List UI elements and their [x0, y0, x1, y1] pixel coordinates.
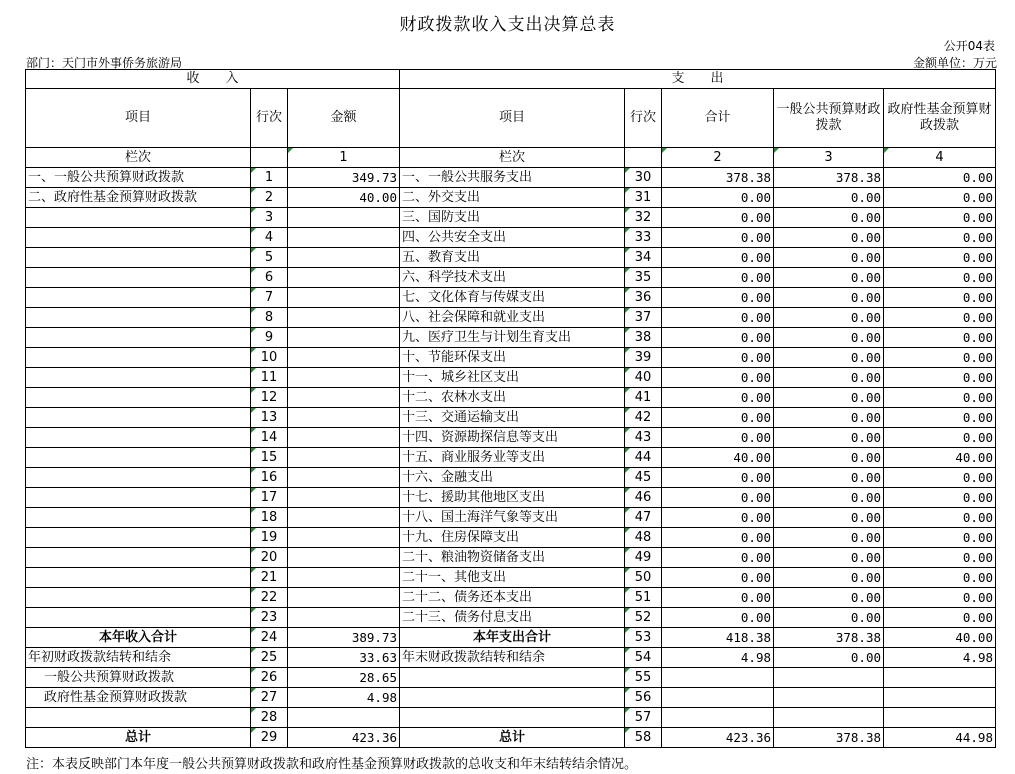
- income-item-cell: [26, 248, 251, 268]
- expense-total-cell: 378.38: [662, 168, 774, 188]
- table-row: [26, 188, 996, 208]
- expense-line-cell: 40: [625, 368, 662, 388]
- expense-fund-cell: 0.00: [884, 348, 996, 368]
- income-amount-cell: 4.98: [288, 688, 400, 708]
- expense-fund-cell: [884, 708, 996, 728]
- expense-general-cell: 0.00: [774, 248, 884, 268]
- income-line-cell: 21: [251, 568, 288, 588]
- expense-line-cell: 49: [625, 548, 662, 568]
- income-item-cell: 年初财政拨款结转和结余: [26, 648, 251, 668]
- expense-line-cell: 51: [625, 588, 662, 608]
- income-amount-cell: [288, 208, 400, 228]
- table-row: [26, 548, 996, 568]
- table-row: [26, 508, 996, 528]
- expense-line-cell: 32: [625, 208, 662, 228]
- income-line-cell: 6: [251, 268, 288, 288]
- expense-item-cell: 三、国防支出: [400, 208, 625, 228]
- income-amount-cell: [288, 328, 400, 348]
- expense-total-cell: 0.00: [662, 568, 774, 588]
- expense-fund-cell: 0.00: [884, 428, 996, 448]
- expense-general-cell: 0.00: [774, 268, 884, 288]
- expense-total-cell: 0.00: [662, 468, 774, 488]
- income-item-cell: [26, 408, 251, 428]
- income-item-cell: 一般公共预算财政拨款: [26, 668, 251, 688]
- expense-total-cell: 0.00: [662, 308, 774, 328]
- expense-fund-cell: 0.00: [884, 208, 996, 228]
- expense-general-cell: 0.00: [774, 288, 884, 308]
- income-line-cell: 19: [251, 528, 288, 548]
- expense-fund-cell: 0.00: [884, 588, 996, 608]
- income-line-cell: 8: [251, 308, 288, 328]
- expense-general-cell: 378.38: [774, 728, 884, 748]
- expense-fund-cell: 0.00: [884, 548, 996, 568]
- income-amount-cell: [288, 308, 400, 328]
- expense-general-cell: 0.00: [774, 548, 884, 568]
- expense-fund-cell: 0.00: [884, 468, 996, 488]
- income-amount-cell: [288, 408, 400, 428]
- expense-item-cell: 年末财政拨款结转和结余: [400, 648, 625, 668]
- expense-fund-cell: 0.00: [884, 168, 996, 188]
- expense-item-cell: 九、医疗卫生与计划生育支出: [400, 328, 625, 348]
- expense-fund-cell: 0.00: [884, 408, 996, 428]
- expense-general-cell: 0.00: [774, 428, 884, 448]
- expense-general-cell: 0.00: [774, 588, 884, 608]
- income-amount-cell: [288, 248, 400, 268]
- expense-item-cell: 总计: [400, 728, 625, 748]
- income-amount-cell: [288, 428, 400, 448]
- expense-fund-cell: 0.00: [884, 488, 996, 508]
- income-line-header: 行次: [251, 89, 288, 148]
- income-line-cell: 27: [251, 688, 288, 708]
- lanci-num-3: 3: [774, 148, 884, 168]
- income-item-cell: [26, 268, 251, 288]
- expense-total-cell: [662, 668, 774, 688]
- expense-line-cell: 48: [625, 528, 662, 548]
- lanci-blank-right: [625, 148, 662, 168]
- expense-item-cell: 十六、金融支出: [400, 468, 625, 488]
- expense-item-cell: 五、教育支出: [400, 248, 625, 268]
- expense-general-cell: 0.00: [774, 468, 884, 488]
- expense-line-cell: 42: [625, 408, 662, 428]
- income-item-cell: [26, 488, 251, 508]
- expense-fund-cell: 0.00: [884, 228, 996, 248]
- expense-general-cell: 0.00: [774, 648, 884, 668]
- expense-line-cell: 58: [625, 728, 662, 748]
- expense-total-cell: 0.00: [662, 228, 774, 248]
- table-row: [26, 328, 996, 348]
- income-line-cell: 1: [251, 168, 288, 188]
- lanci-num-1: 1: [288, 148, 400, 168]
- income-item-cell: [26, 328, 251, 348]
- income-item-cell: [26, 588, 251, 608]
- expense-general-cell: 0.00: [774, 348, 884, 368]
- income-line-cell: 10: [251, 348, 288, 368]
- table-row: [26, 728, 996, 748]
- expense-line-cell: 36: [625, 288, 662, 308]
- income-line-cell: 4: [251, 228, 288, 248]
- income-line-cell: 3: [251, 208, 288, 228]
- expense-fund-cell: 0.00: [884, 308, 996, 328]
- expense-general-cell: 0.00: [774, 308, 884, 328]
- form-number: 公开04表: [943, 39, 995, 53]
- department-label: 部门：天门市外事侨务旅游局: [26, 56, 183, 70]
- expense-line-cell: 55: [625, 668, 662, 688]
- income-amount-cell: 33.63: [288, 648, 400, 668]
- income-item-cell: 二、政府性基金预算财政拨款: [26, 188, 251, 208]
- income-line-cell: 5: [251, 248, 288, 268]
- income-line-cell: 18: [251, 508, 288, 528]
- income-item-cell: [26, 428, 251, 448]
- income-amount-header: 金额: [288, 89, 400, 148]
- expense-general-cell: 0.00: [774, 528, 884, 548]
- income-item-cell: 一、一般公共预算财政拨款: [26, 168, 251, 188]
- income-amount-cell: 349.73: [288, 168, 400, 188]
- income-item-cell: [26, 228, 251, 248]
- expense-total-cell: 0.00: [662, 528, 774, 548]
- income-item-cell: [26, 568, 251, 588]
- expense-total-cell: 423.36: [662, 728, 774, 748]
- table-row: [26, 288, 996, 308]
- expense-item-cell: 二十三、债务付息支出: [400, 608, 625, 628]
- table-row: [26, 588, 996, 608]
- income-amount-cell: [288, 708, 400, 728]
- income-amount-cell: [288, 228, 400, 248]
- income-amount-cell: [288, 268, 400, 288]
- expense-fund-header: 政府性基金预算财政拨款: [884, 89, 996, 148]
- expense-total-cell: 0.00: [662, 508, 774, 528]
- table-row: [26, 428, 996, 448]
- expense-item-cell: [400, 668, 625, 688]
- expense-line-cell: 34: [625, 248, 662, 268]
- expense-item-cell: 二、外交支出: [400, 188, 625, 208]
- expense-item-cell: 十三、交通运输支出: [400, 408, 625, 428]
- income-item-cell: [26, 388, 251, 408]
- expense-total-cell: 0.00: [662, 428, 774, 448]
- income-amount-cell: [288, 588, 400, 608]
- expense-total-cell: [662, 708, 774, 728]
- expense-line-cell: 45: [625, 468, 662, 488]
- expense-item-cell: 十二、农林水支出: [400, 388, 625, 408]
- income-section-header: 收 入: [26, 70, 400, 89]
- expense-line-cell: 31: [625, 188, 662, 208]
- lanci-num-4: 4: [884, 148, 996, 168]
- expense-general-cell: 0.00: [774, 508, 884, 528]
- income-amount-cell: [288, 368, 400, 388]
- income-line-cell: 20: [251, 548, 288, 568]
- expense-fund-cell: 0.00: [884, 248, 996, 268]
- expense-general-cell: 0.00: [774, 388, 884, 408]
- expense-general-cell: 0.00: [774, 448, 884, 468]
- table-row: [26, 308, 996, 328]
- lanci-num-2: 2: [662, 148, 774, 168]
- expense-fund-cell: [884, 668, 996, 688]
- income-amount-cell: [288, 528, 400, 548]
- table-row: [26, 648, 996, 668]
- table-row: [26, 608, 996, 628]
- expense-item-cell: 十九、住房保障支出: [400, 528, 625, 548]
- income-amount-cell: 423.36: [288, 728, 400, 748]
- table-row: [26, 268, 996, 288]
- table-row: [26, 228, 996, 248]
- table-row: [26, 668, 996, 688]
- expense-total-cell: 0.00: [662, 408, 774, 428]
- expense-line-cell: 47: [625, 508, 662, 528]
- footnote: 注：本表反映部门本年度一般公共预算财政拨款和政府性基金预算财政拨款的总收支和年末结转结余情况。: [26, 757, 638, 772]
- expense-item-cell: 十、节能环保支出: [400, 348, 625, 368]
- income-item-cell: [26, 308, 251, 328]
- expense-fund-cell: 0.00: [884, 268, 996, 288]
- expense-item-cell: 七、文化体育与传媒支出: [400, 288, 625, 308]
- lanci-label-left: 栏次: [26, 148, 251, 168]
- expense-item-cell: 十七、援助其他地区支出: [400, 488, 625, 508]
- expense-total-cell: 0.00: [662, 488, 774, 508]
- expense-total-cell: 0.00: [662, 248, 774, 268]
- expense-fund-cell: 44.98: [884, 728, 996, 748]
- expense-total-cell: 40.00: [662, 448, 774, 468]
- table-row: [26, 688, 996, 708]
- expense-general-cell: 378.38: [774, 628, 884, 648]
- expense-line-cell: 46: [625, 488, 662, 508]
- income-item-cell: [26, 448, 251, 468]
- expense-line-cell: 52: [625, 608, 662, 628]
- expense-section-header: 支 出: [400, 70, 996, 89]
- income-amount-cell: [288, 288, 400, 308]
- income-line-cell: 14: [251, 428, 288, 448]
- income-item-header: 项目: [26, 89, 251, 148]
- expense-fund-cell: 0.00: [884, 328, 996, 348]
- expense-general-cell: [774, 668, 884, 688]
- expense-general-cell: 0.00: [774, 368, 884, 388]
- expense-line-cell: 50: [625, 568, 662, 588]
- income-line-cell: 9: [251, 328, 288, 348]
- expense-total-cell: 0.00: [662, 268, 774, 288]
- table-row: [26, 468, 996, 488]
- expense-item-cell: 十一、城乡社区支出: [400, 368, 625, 388]
- table-row: [26, 168, 996, 188]
- expense-general-cell: 0.00: [774, 408, 884, 428]
- expense-item-cell: 十五、商业服务业等支出: [400, 448, 625, 468]
- expense-line-cell: 44: [625, 448, 662, 468]
- expense-line-header: 行次: [625, 89, 662, 148]
- expense-item-header: 项目: [400, 89, 625, 148]
- expense-total-cell: 0.00: [662, 388, 774, 408]
- income-amount-cell: [288, 448, 400, 468]
- income-item-cell: [26, 348, 251, 368]
- income-amount-cell: [288, 508, 400, 528]
- expense-line-cell: 35: [625, 268, 662, 288]
- expense-item-cell: 二十一、其他支出: [400, 568, 625, 588]
- income-amount-cell: [288, 608, 400, 628]
- income-item-cell: [26, 708, 251, 728]
- expense-item-cell: 二十、粮油物资储备支出: [400, 548, 625, 568]
- expense-line-cell: 33: [625, 228, 662, 248]
- income-amount-cell: [288, 548, 400, 568]
- expense-total-cell: 0.00: [662, 188, 774, 208]
- expense-item-cell: 六、科学技术支出: [400, 268, 625, 288]
- expense-item-cell: 一、一般公共服务支出: [400, 168, 625, 188]
- expense-line-cell: 41: [625, 388, 662, 408]
- expense-item-cell: 二十二、债务还本支出: [400, 588, 625, 608]
- expense-fund-cell: 40.00: [884, 628, 996, 648]
- income-line-cell: 16: [251, 468, 288, 488]
- expense-general-cell: 0.00: [774, 228, 884, 248]
- expense-fund-cell: 0.00: [884, 608, 996, 628]
- income-amount-cell: 40.00: [288, 188, 400, 208]
- income-amount-cell: [288, 468, 400, 488]
- table-row: [26, 248, 996, 268]
- expense-general-cell: 378.38: [774, 168, 884, 188]
- income-line-cell: 12: [251, 388, 288, 408]
- table-row: [26, 708, 996, 728]
- income-line-cell: 28: [251, 708, 288, 728]
- expense-total-cell: 418.38: [662, 628, 774, 648]
- expense-general-header: 一般公共预算财政拨款: [774, 89, 884, 148]
- table-row: [26, 488, 996, 508]
- income-item-cell: [26, 548, 251, 568]
- expense-line-cell: 43: [625, 428, 662, 448]
- expense-total-header: 合计: [662, 89, 774, 148]
- income-line-cell: 15: [251, 448, 288, 468]
- table-row: [26, 528, 996, 548]
- expense-general-cell: [774, 708, 884, 728]
- expense-fund-cell: 40.00: [884, 448, 996, 468]
- income-item-cell: [26, 468, 251, 488]
- income-item-cell: [26, 528, 251, 548]
- income-line-cell: 2: [251, 188, 288, 208]
- income-item-cell: [26, 368, 251, 388]
- amount-unit-label: 金额单位：万元: [912, 56, 997, 70]
- expense-general-cell: 0.00: [774, 208, 884, 228]
- income-amount-cell: [288, 488, 400, 508]
- income-amount-cell: [288, 568, 400, 588]
- income-item-cell: [26, 608, 251, 628]
- income-item-cell: 总计: [26, 728, 251, 748]
- expense-line-cell: 57: [625, 708, 662, 728]
- expense-item-cell: 四、公共安全支出: [400, 228, 625, 248]
- lanci-label-right: 栏次: [400, 148, 625, 168]
- expense-general-cell: 0.00: [774, 608, 884, 628]
- expense-total-cell: 0.00: [662, 208, 774, 228]
- expense-general-cell: 0.00: [774, 568, 884, 588]
- expense-total-cell: [662, 688, 774, 708]
- table-row: [26, 368, 996, 388]
- table-row: [26, 568, 996, 588]
- expense-fund-cell: 0.00: [884, 508, 996, 528]
- expense-general-cell: 0.00: [774, 188, 884, 208]
- expense-line-cell: 38: [625, 328, 662, 348]
- expense-general-cell: 0.00: [774, 328, 884, 348]
- income-item-cell: 政府性基金预算财政拨款: [26, 688, 251, 708]
- table-row: [26, 348, 996, 368]
- expense-item-cell: 本年支出合计: [400, 628, 625, 648]
- expense-line-cell: 56: [625, 688, 662, 708]
- income-item-cell: [26, 208, 251, 228]
- expense-total-cell: 0.00: [662, 548, 774, 568]
- expense-item-cell: [400, 688, 625, 708]
- report-title: 财政拨款收入支出决算总表: [399, 15, 616, 35]
- income-line-cell: 11: [251, 368, 288, 388]
- expense-fund-cell: 0.00: [884, 368, 996, 388]
- income-line-cell: 22: [251, 588, 288, 608]
- expense-line-cell: 37: [625, 308, 662, 328]
- income-line-cell: 23: [251, 608, 288, 628]
- expense-item-cell: 十八、国土海洋气象等支出: [400, 508, 625, 528]
- table-row: [26, 388, 996, 408]
- expense-total-cell: 0.00: [662, 328, 774, 348]
- income-line-cell: 17: [251, 488, 288, 508]
- expense-item-cell: 八、社会保障和就业支出: [400, 308, 625, 328]
- expense-item-cell: [400, 708, 625, 728]
- income-line-cell: 26: [251, 668, 288, 688]
- expense-fund-cell: 4.98: [884, 648, 996, 668]
- expense-line-cell: 30: [625, 168, 662, 188]
- expense-total-cell: 0.00: [662, 348, 774, 368]
- income-line-cell: 29: [251, 728, 288, 748]
- income-line-cell: 25: [251, 648, 288, 668]
- expense-line-cell: 54: [625, 648, 662, 668]
- expense-total-cell: 4.98: [662, 648, 774, 668]
- expense-fund-cell: [884, 688, 996, 708]
- income-amount-cell: [288, 348, 400, 368]
- budget-summary-table: [25, 69, 996, 748]
- income-amount-cell: [288, 388, 400, 408]
- table-row: [26, 448, 996, 468]
- expense-fund-cell: 0.00: [884, 388, 996, 408]
- expense-item-cell: 十四、资源勘探信息等支出: [400, 428, 625, 448]
- expense-line-cell: 39: [625, 348, 662, 368]
- expense-total-cell: 0.00: [662, 288, 774, 308]
- income-item-cell: [26, 288, 251, 308]
- expense-general-cell: 0.00: [774, 488, 884, 508]
- income-line-cell: 24: [251, 628, 288, 648]
- expense-fund-cell: 0.00: [884, 188, 996, 208]
- expense-total-cell: 0.00: [662, 368, 774, 388]
- expense-line-cell: 53: [625, 628, 662, 648]
- income-item-cell: [26, 508, 251, 528]
- income-item-cell: 本年收入合计: [26, 628, 251, 648]
- expense-total-cell: 0.00: [662, 588, 774, 608]
- expense-total-cell: 0.00: [662, 608, 774, 628]
- expense-fund-cell: 0.00: [884, 568, 996, 588]
- table-row: [26, 628, 996, 648]
- income-line-cell: 7: [251, 288, 288, 308]
- expense-fund-cell: 0.00: [884, 528, 996, 548]
- income-amount-cell: 28.65: [288, 668, 400, 688]
- expense-fund-cell: 0.00: [884, 288, 996, 308]
- table-row: [26, 208, 996, 228]
- income-line-cell: 13: [251, 408, 288, 428]
- table-row: [26, 408, 996, 428]
- lanci-blank-left: [251, 148, 288, 168]
- income-amount-cell: 389.73: [288, 628, 400, 648]
- expense-general-cell: [774, 688, 884, 708]
